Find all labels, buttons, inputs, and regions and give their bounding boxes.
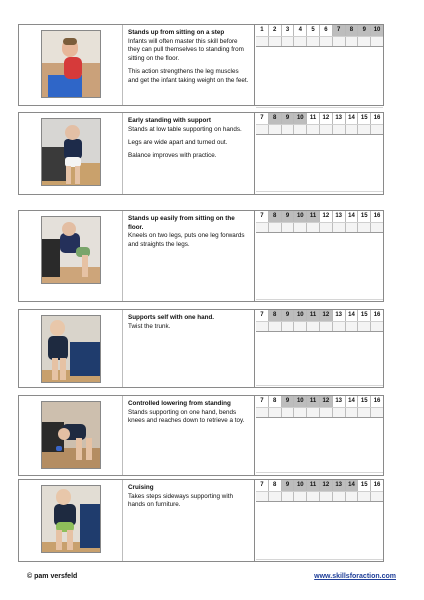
age-month-cell: 14 — [346, 396, 359, 407]
tick-box-row — [256, 36, 383, 47]
milestone-note: Twist the trunk. — [128, 322, 171, 330]
milestone-note: Balance improves with practice. — [128, 151, 217, 159]
tick-box[interactable] — [320, 223, 333, 232]
tick-box[interactable] — [333, 492, 346, 501]
age-month-cell: 1 — [256, 25, 269, 36]
tick-box[interactable] — [371, 125, 383, 134]
tick-box[interactable] — [269, 125, 282, 134]
tick-box[interactable] — [256, 125, 269, 134]
photo-cell — [19, 480, 123, 561]
age-month-cell: 13 — [333, 310, 346, 321]
age-month-cell: 13 — [333, 480, 346, 491]
age-month-cell: 8 — [269, 310, 282, 321]
age-month-cell: 11 — [307, 310, 320, 321]
photo-cell — [19, 310, 123, 387]
age-month-cell: 16 — [373, 482, 381, 488]
tick-box-row — [256, 491, 383, 502]
tick-box[interactable] — [358, 408, 371, 417]
age-grid — [256, 396, 383, 475]
infant-one-hand-support-photo — [41, 315, 101, 383]
milestone-note: Infants will often master this skill before they can pull themselves to standing from sitting on the floor. — [128, 37, 244, 63]
note-rule — [256, 107, 383, 108]
milestone-title: Stands up easily from sitting on the floor. — [128, 215, 235, 231]
age-month-cell: 14 — [346, 310, 359, 321]
notes-area[interactable] — [256, 420, 383, 475]
age-month-cell: 3 — [282, 25, 295, 36]
tick-box[interactable] — [346, 125, 359, 134]
tick-box[interactable] — [307, 492, 320, 501]
tick-box[interactable] — [269, 408, 282, 417]
milestone-card — [18, 395, 384, 476]
tick-box[interactable] — [307, 408, 320, 417]
notes-area[interactable] — [256, 235, 383, 301]
tick-box[interactable] — [320, 322, 333, 331]
tick-box-row — [256, 222, 383, 233]
age-grid — [256, 480, 383, 561]
tick-box[interactable] — [282, 37, 295, 46]
age-month-cell: 12 — [320, 113, 333, 124]
tick-box[interactable] — [346, 322, 359, 331]
milestone-description — [125, 396, 255, 475]
age-month-cell: 7 — [256, 396, 269, 407]
age-month-cell: 13 — [333, 211, 346, 222]
milestone-note: Stands at low table supporting on hands. — [128, 125, 242, 133]
tick-box[interactable] — [282, 408, 295, 417]
milestone-note: Stands supporting on one hand, bends knees and reaches down to retrieve a toy. — [128, 408, 245, 425]
age-month-cell: 10 — [294, 396, 307, 407]
tick-box[interactable] — [282, 322, 295, 331]
age-month-cell: 16 — [373, 312, 381, 318]
age-header-row — [256, 480, 383, 491]
tick-box[interactable] — [358, 492, 371, 501]
milestone-card — [18, 112, 384, 195]
tick-box[interactable] — [346, 37, 359, 46]
age-month-cell: 10 — [371, 25, 383, 36]
tick-box[interactable] — [282, 125, 295, 134]
milestone-card — [18, 309, 384, 388]
age-month-cell: 8 — [269, 480, 282, 491]
age-month-cell: 10 — [294, 310, 307, 321]
age-month-cell: 15 — [358, 396, 371, 407]
age-month-cell: 11 — [307, 211, 320, 222]
tick-box[interactable] — [358, 322, 371, 331]
tick-box[interactable] — [371, 322, 383, 331]
infant-lowering-to-toy-photo — [41, 401, 101, 469]
age-month-cell: 10 — [294, 211, 307, 222]
tick-box[interactable] — [294, 223, 307, 232]
age-month-cell: 13 — [333, 113, 346, 124]
age-grid — [256, 113, 383, 194]
tick-box[interactable] — [333, 322, 346, 331]
tick-box[interactable] — [282, 492, 295, 501]
age-month-cell: 15 — [358, 113, 371, 124]
milestone-note: Legs are wide apart and turned out. — [128, 138, 228, 146]
age-month-cell: 8 — [346, 25, 359, 36]
age-month-cell: 9 — [282, 113, 295, 124]
age-month-cell: 7 — [256, 480, 269, 491]
milestone-card — [18, 479, 384, 562]
milestone-note: This action strengthens the leg muscles and get the infant taking weight on the feet. — [128, 68, 249, 84]
age-month-cell: 9 — [282, 211, 295, 222]
note-rule — [256, 385, 383, 386]
tick-box[interactable] — [333, 223, 346, 232]
note-rule — [256, 472, 383, 473]
notes-area[interactable] — [256, 49, 383, 105]
age-month-cell: 11 — [307, 396, 320, 407]
tick-box[interactable] — [307, 37, 320, 46]
age-month-cell: 13 — [333, 396, 346, 407]
milestone-title: Controlled lowering from standing — [128, 400, 231, 407]
photo-cell — [19, 25, 123, 105]
age-month-cell: 9 — [282, 310, 295, 321]
tick-box-row — [256, 124, 383, 135]
tick-box[interactable] — [346, 223, 359, 232]
tick-box[interactable] — [269, 37, 282, 46]
milestone-description — [125, 211, 255, 301]
milestone-description — [125, 310, 255, 387]
tick-box[interactable] — [294, 125, 307, 134]
age-month-cell: 15 — [358, 480, 371, 491]
age-month-cell: 4 — [294, 25, 307, 36]
age-grid — [256, 25, 383, 105]
age-grid — [256, 211, 383, 301]
tick-box-row — [256, 407, 383, 418]
infant-cruising-photo — [41, 485, 101, 553]
milestone-description — [125, 25, 255, 105]
tick-box[interactable] — [307, 322, 320, 331]
milestone-title: Supports self with one hand. — [128, 314, 215, 321]
age-month-cell: 15 — [358, 211, 371, 222]
tick-box[interactable] — [320, 37, 333, 46]
age-month-cell: 8 — [269, 113, 282, 124]
age-month-cell: 12 — [320, 396, 333, 407]
milestone-note: Kneels on two legs, puts one leg forwards and straights the legs. — [128, 232, 245, 249]
milestone-description — [125, 113, 255, 194]
age-month-cell: 8 — [269, 211, 282, 222]
tick-box[interactable] — [333, 125, 346, 134]
tick-box[interactable] — [320, 492, 333, 501]
note-rule — [256, 299, 383, 300]
milestone-title: Stands up from sitting on a step — [128, 29, 225, 36]
age-month-cell: 5 — [307, 25, 320, 36]
age-month-cell: 14 — [346, 480, 359, 491]
tick-box[interactable] — [358, 223, 371, 232]
tick-box[interactable] — [307, 223, 320, 232]
photo-cell — [19, 211, 123, 301]
tick-box[interactable] — [358, 37, 371, 46]
age-grid — [256, 310, 383, 387]
age-month-cell: 9 — [358, 25, 371, 36]
age-month-cell: 8 — [269, 396, 282, 407]
age-month-cell: 10 — [294, 480, 307, 491]
tick-box[interactable] — [269, 492, 282, 501]
age-month-cell: 16 — [373, 213, 381, 219]
tick-box[interactable] — [358, 125, 371, 134]
age-month-cell: 2 — [269, 25, 282, 36]
age-header-row — [256, 211, 383, 222]
age-month-cell: 16 — [373, 398, 381, 404]
age-month-cell: 6 — [320, 25, 333, 36]
tick-box[interactable] — [294, 322, 307, 331]
tick-box[interactable] — [269, 322, 282, 331]
milestone-title: Cruising — [128, 484, 154, 491]
age-month-cell: 7 — [256, 113, 269, 124]
age-month-cell: 11 — [307, 113, 320, 124]
tick-box[interactable] — [333, 408, 346, 417]
tick-box[interactable] — [371, 223, 383, 232]
milestone-title: Early standing with support — [128, 117, 211, 124]
age-month-cell: 7 — [256, 211, 269, 222]
tick-box[interactable] — [294, 408, 307, 417]
age-month-cell: 7 — [333, 25, 346, 36]
tick-box[interactable] — [371, 408, 383, 417]
age-header-row — [256, 310, 383, 321]
notes-area[interactable] — [256, 334, 383, 387]
milestone-note: Takes steps sideways supporting with hands on furniture. — [128, 492, 233, 509]
age-header-row — [256, 396, 383, 407]
age-month-cell: 14 — [346, 113, 359, 124]
age-header-row — [256, 113, 383, 124]
notes-area[interactable] — [256, 137, 383, 194]
tick-box[interactable] — [346, 408, 359, 417]
infant-standing-at-table-photo — [41, 118, 101, 186]
tick-box-row — [256, 321, 383, 332]
infant-standing-up-from-floor-photo — [41, 216, 101, 284]
tick-box[interactable] — [256, 37, 269, 46]
tick-box[interactable] — [282, 223, 295, 232]
milestone-card — [18, 24, 384, 106]
copyright-text: © pam versfeld — [27, 573, 78, 580]
notes-area[interactable] — [256, 504, 383, 561]
tick-box[interactable] — [256, 492, 269, 501]
milestone-description — [125, 480, 255, 561]
note-rule — [256, 191, 383, 192]
age-month-cell: 12 — [320, 310, 333, 321]
tick-box[interactable] — [294, 37, 307, 46]
age-month-cell: 15 — [358, 310, 371, 321]
website-link[interactable]: www.skillsforaction.com — [314, 573, 396, 580]
age-month-cell: 7 — [256, 310, 269, 321]
age-month-cell: 14 — [346, 211, 359, 222]
age-month-cell: 11 — [307, 480, 320, 491]
age-month-cell: 12 — [320, 480, 333, 491]
tick-box[interactable] — [371, 37, 383, 46]
tick-box[interactable] — [307, 125, 320, 134]
tick-box[interactable] — [294, 492, 307, 501]
age-month-cell: 12 — [320, 211, 333, 222]
tick-box[interactable] — [256, 408, 269, 417]
age-month-cell: 9 — [282, 396, 295, 407]
tick-box[interactable] — [269, 223, 282, 232]
milestone-card — [18, 210, 384, 302]
tick-box[interactable] — [320, 125, 333, 134]
age-month-cell: 10 — [294, 113, 307, 124]
age-header-row — [256, 25, 383, 36]
infant-on-step-photo — [41, 30, 101, 98]
tick-box[interactable] — [256, 223, 269, 232]
photo-cell — [19, 396, 123, 475]
tick-box[interactable] — [371, 492, 383, 501]
tick-box[interactable] — [346, 492, 359, 501]
tick-box[interactable] — [333, 37, 346, 46]
tick-box[interactable] — [320, 408, 333, 417]
tick-box[interactable] — [256, 322, 269, 331]
age-month-cell: 16 — [373, 115, 381, 121]
photo-cell — [19, 113, 123, 194]
note-rule — [256, 559, 383, 560]
age-month-cell: 9 — [282, 480, 295, 491]
